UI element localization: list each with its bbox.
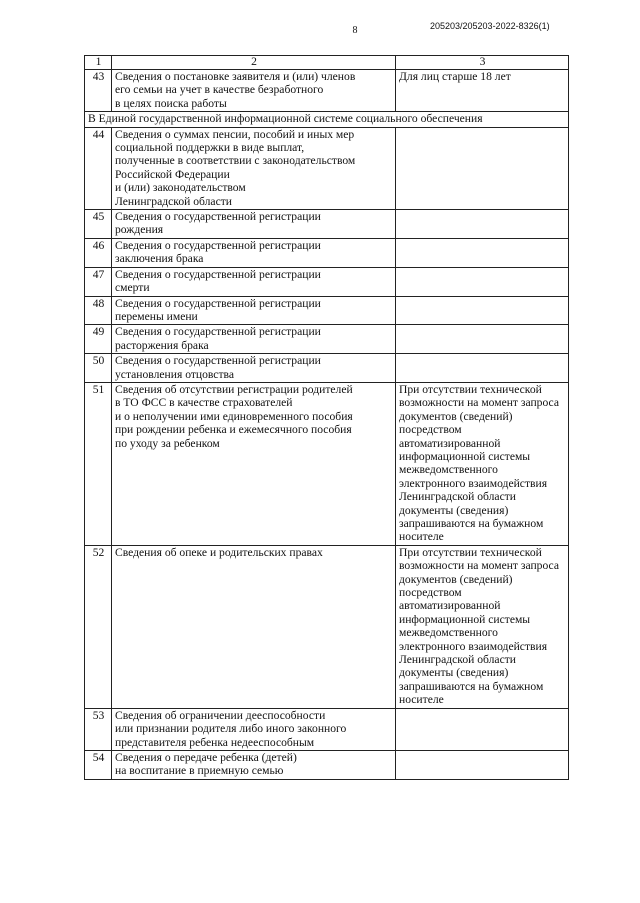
row-information	[112, 238, 396, 267]
table-row	[85, 708, 569, 750]
information-line: Сведения о постановке заявителя и (или) членов	[115, 70, 356, 83]
row-note	[396, 708, 569, 750]
note-line: межведомственного	[399, 463, 498, 477]
note-line: При отсутствии технической	[399, 545, 542, 559]
note-line: информационной системы	[399, 612, 531, 626]
document-code: 205203/205203-2022-8326(1)	[430, 21, 550, 31]
row-information	[112, 127, 396, 209]
row-note	[396, 354, 569, 383]
note-line: Ленинградской области	[399, 490, 516, 504]
information-line: Сведения о государственной регистрации	[115, 238, 321, 252]
row-number: 47	[85, 267, 112, 296]
information-line: в целях поиска работы	[115, 96, 227, 110]
note-line: Ленинградской области	[399, 653, 516, 667]
information-line: Сведения о передаче ребенка (детей)	[115, 750, 297, 764]
information-line: Сведения об опеке и родительских правах	[115, 545, 323, 559]
section-row	[85, 112, 569, 127]
table-row	[85, 750, 569, 779]
note-line: информационной системы	[399, 449, 531, 463]
note-line: возможности на момент запроса	[399, 559, 559, 573]
note-line: возможности на момент запроса	[399, 396, 559, 410]
note-line: автоматизированной	[399, 436, 501, 450]
table-header-row	[85, 56, 569, 70]
table-row	[85, 325, 569, 354]
information-line: Ленинградской области	[115, 194, 232, 208]
information-line: Сведения о государственной регистрации	[115, 296, 321, 310]
column-header-1: 1	[85, 56, 112, 70]
information-line: его семьи на учет в качестве безработного	[115, 83, 324, 97]
row-note	[396, 325, 569, 354]
information-line: Сведения о государственной регистрации	[115, 210, 321, 224]
information-line: Сведения об отсутствии регистрации родителей	[115, 382, 353, 396]
information-line: или признании родителя либо иного законного	[115, 722, 347, 736]
information-line: Российской Федерации	[115, 167, 230, 181]
table-row	[85, 267, 569, 296]
information-line: перемены имени	[115, 309, 198, 323]
note-line: запрашиваются на бумажном	[399, 517, 544, 530]
table-row	[85, 382, 569, 545]
row-note	[396, 238, 569, 267]
information-line: социальной поддержки в виде выплат,	[115, 141, 305, 155]
row-note	[396, 545, 569, 708]
table-row	[85, 545, 569, 708]
row-number: 54	[85, 750, 112, 779]
page-number: 8	[352, 25, 358, 36]
row-information	[112, 708, 396, 750]
row-number: 53	[85, 708, 112, 750]
information-line: установления отцовства	[115, 367, 234, 381]
table-row	[85, 70, 569, 112]
row-information	[112, 545, 396, 708]
note-line: запрашиваются на бумажном	[399, 679, 544, 693]
information-line: смерти	[115, 281, 150, 295]
information-line: в ТО ФСС в качестве страхователей	[115, 396, 293, 410]
column-header-3: 3	[396, 56, 569, 70]
column-header-2: 2	[112, 56, 396, 70]
information-line: при рождении ребенка и ежемесячного пособия	[115, 423, 352, 437]
information-line: рождения	[115, 223, 164, 237]
row-number: 49	[85, 325, 112, 354]
row-note	[396, 70, 569, 112]
note-line: документов (сведений)	[399, 409, 513, 423]
row-number: 45	[85, 210, 112, 239]
note-line: посредством	[399, 423, 462, 437]
information-line: Сведения о государственной регистрации	[115, 354, 321, 368]
note-line: При отсутствии технической	[399, 382, 542, 396]
row-information	[112, 70, 396, 112]
row-number: 50	[85, 354, 112, 383]
information-line: и (или) законодательством	[115, 181, 246, 195]
row-note	[396, 296, 569, 325]
information-line: на воспитание в приемную семью	[115, 764, 284, 778]
row-information	[112, 267, 396, 296]
note-line: посредством	[399, 586, 462, 600]
information-line: представителя ребенка недееспособным	[115, 735, 315, 749]
row-note	[396, 267, 569, 296]
row-information	[112, 210, 396, 239]
note-line: документы (сведения)	[399, 503, 509, 517]
documents-table	[84, 55, 569, 780]
table-row	[85, 127, 569, 209]
note-line: документов (сведений)	[399, 572, 513, 586]
row-information	[112, 750, 396, 779]
row-number: 44	[85, 127, 112, 209]
table-row	[85, 238, 569, 267]
note-line: Для лиц старше 18 лет	[399, 70, 511, 83]
row-note	[396, 210, 569, 239]
information-line: Сведения об ограничении дееспособности	[115, 708, 326, 722]
row-number: 51	[85, 382, 112, 545]
information-line: полученные в соответствии с законодательством	[115, 154, 356, 168]
note-line: электронного взаимодействия	[399, 476, 548, 490]
information-line: по уходу за ребенком	[115, 436, 220, 450]
row-information	[112, 325, 396, 354]
information-line: Сведения о суммах пенсии, пособий и иных мер	[115, 127, 355, 141]
note-line: межведомственного	[399, 626, 498, 640]
row-number: 46	[85, 238, 112, 267]
row-information	[112, 354, 396, 383]
note-line: документы (сведения)	[399, 666, 509, 680]
row-note	[396, 127, 569, 209]
row-information	[112, 382, 396, 545]
table-row	[85, 354, 569, 383]
information-line: Сведения о государственной регистрации	[115, 325, 321, 339]
note-line: автоматизированной	[399, 599, 501, 613]
row-number: 52	[85, 545, 112, 708]
table-row	[85, 210, 569, 239]
note-line: носителе	[399, 530, 444, 544]
row-number: 48	[85, 296, 112, 325]
note-line: носителе	[399, 693, 444, 707]
row-information	[112, 296, 396, 325]
information-line: и о неполучении ими единовременного пособия	[115, 409, 353, 423]
section-title: В Единой государственной информационной системе социального обеспечения	[85, 112, 569, 127]
table-row	[85, 296, 569, 325]
row-note	[396, 750, 569, 779]
information-line: Сведения о государственной регистрации	[115, 267, 321, 281]
information-line: расторжения брака	[115, 338, 209, 352]
row-note	[396, 382, 569, 545]
row-number: 43	[85, 70, 112, 112]
information-line: заключения брака	[115, 252, 204, 266]
note-line: электронного взаимодействия	[399, 639, 548, 653]
